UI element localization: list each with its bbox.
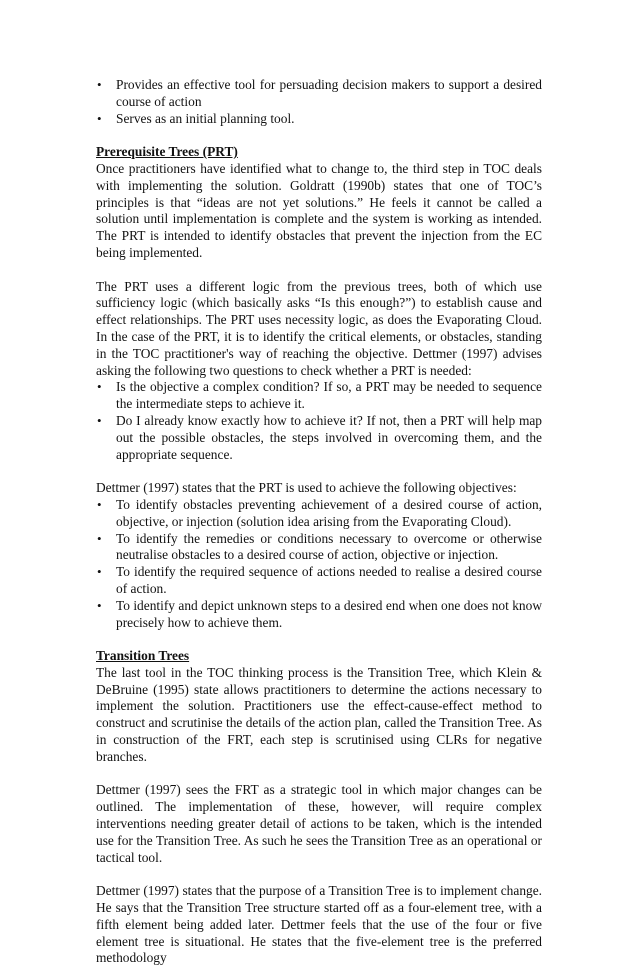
prt-objectives-list (96, 497, 542, 631)
list-item-text: Serves as an initial planning tool. (116, 110, 295, 126)
list-item (96, 497, 542, 531)
spacer (96, 127, 542, 144)
spacer (96, 631, 542, 648)
list-item (96, 413, 542, 463)
paragraph: The PRT uses a different logic from the previous trees, both of which use sufficiency logic (which basically asks “Is this enough?”) to establish cause and effect relationships. The PRT uses necessity logic, as does the Evaporating Cloud. In the case of the PRT, it is to identify the critical elements, or obstacles, standing in the TOC practitioner's way of reaching the objective. Dettmer (1997) advises asking the following two questions to check whether a PRT is needed: (96, 278, 542, 378)
list-item (96, 77, 542, 111)
list-item (96, 531, 542, 565)
bullet-icon: • (97, 564, 102, 580)
paragraph: Dettmer (1997) states that the purpose of a Transition Tree is to implement change. He says that the Transition Tree structure started off as a four-element tree, with a fifth element being added later. Dettmer feels that the use of the four or five element tree is situational. He states that the five-element tree is the preferred methodology (96, 883, 542, 966)
spacer (96, 866, 542, 883)
paragraph: Dettmer (1997) states that the PRT is used to achieve the following objectives: (96, 480, 517, 496)
bullet-icon: • (97, 597, 102, 613)
bullet-icon: • (97, 77, 102, 92)
section-heading-transition-trees: Transition Trees (96, 648, 190, 664)
list-item-text: To identify and depict unknown steps to a desired end when one does not know precisely how to achieve them. (116, 597, 542, 630)
bullet-icon: • (97, 412, 102, 428)
list-item (96, 111, 542, 128)
bullet-icon: • (97, 379, 102, 395)
list-item (96, 598, 542, 632)
spacer (96, 463, 542, 480)
list-item-text: To identify obstacles preventing achievement of a desired course of action, objective, or injection (solution idea arising from the Evaporating Cloud). (116, 496, 542, 529)
list-item-text: To identify the remedies or conditions necessary to overcome or otherwise neutralise obstacles to a desired course of action, objective or injection. (116, 530, 542, 563)
document-page (96, 77, 542, 967)
list-item (96, 379, 542, 413)
list-item-text: Provides an effective tool for persuading decision makers to support a desired course of action (116, 77, 542, 109)
paragraph: Once practitioners have identified what to change to, the third step in TOC deals with implementing the solution. Goldratt (1990b) states that one of TOC’s principles is that “ideas are not yet solutions.” He feels it cannot be called a solution until implementation is complete and the system is working as intended. The PRT is intended to identify obstacles that prevent the injection from the EC being implemented. (96, 160, 542, 260)
bullet-icon: • (97, 110, 102, 126)
list-item-text: Is the objective a complex condition? If so, a PRT may be needed to sequence the intermediate steps to achieve it. (116, 379, 542, 412)
list-item-text: To identify the required sequence of actions needed to realise a desired course of action. (116, 564, 542, 596)
list-item (96, 564, 542, 598)
spacer (96, 262, 542, 279)
bullet-icon: • (97, 530, 102, 546)
paragraph: The last tool in the TOC thinking process is the Transition Tree, which Klein & DeBruine (1995) state allows practitioners to determine the actions necessary to implement the solution. Practitioners use the effect-cause-effect method to construct and scrutinise the details of the action plan, called the Transition Tree. As in construction of the FRT, each step is scrutinised using CLRs for negative branches. (96, 664, 542, 764)
paragraph: Dettmer (1997) sees the FRT as a strategic tool in which major changes can be outlined. The implementation of these, however, will require complex interventions needing greater detail of actions to be taken, which is the intended use for the Transition Tree. As such he sees the Transition Tree as an operational or tactical tool. (96, 782, 542, 865)
section-heading-prt: Prerequisite Trees (PRT) (96, 144, 238, 160)
list-item-text: Do I already know exactly how to achieve it? If not, then a PRT will help map out the possible obstacles, the steps involved in overcoming them, and the appropriate sequence. (116, 412, 542, 462)
bullet-icon: • (97, 496, 102, 512)
spacer (96, 766, 542, 783)
intro-bullet-list (96, 77, 542, 127)
prt-questions-list (96, 379, 542, 463)
